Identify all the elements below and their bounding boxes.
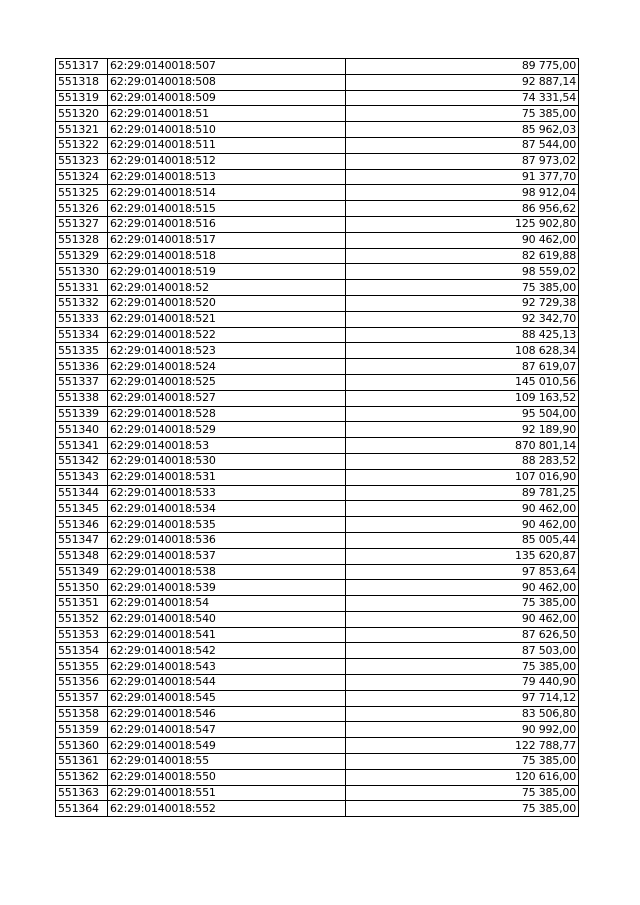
cadastral-number-cell: 62:29:0140018:528 (108, 406, 346, 422)
row-number-cell: 551346 (56, 517, 108, 533)
row-number-cell: 551339 (56, 406, 108, 422)
cadastral-number-cell: 62:29:0140018:539 (108, 580, 346, 596)
cadastral-value-cell: 90 462,00 (346, 501, 579, 517)
cadastral-number-cell: 62:29:0140018:523 (108, 343, 346, 359)
table-row (56, 248, 579, 264)
cadastral-value-cell: 90 462,00 (346, 580, 579, 596)
cadastral-number-cell: 62:29:0140018:551 (108, 785, 346, 801)
row-number-cell: 551321 (56, 122, 108, 138)
cadastral-number-cell: 62:29:0140018:525 (108, 374, 346, 390)
row-number-cell: 551345 (56, 501, 108, 517)
cadastral-value-cell: 75 385,00 (346, 754, 579, 770)
table-row (56, 280, 579, 296)
row-number-cell: 551351 (56, 596, 108, 612)
table-row (56, 59, 579, 75)
cadastral-number-cell: 62:29:0140018:513 (108, 169, 346, 185)
cadastral-value-cell: 75 385,00 (346, 106, 579, 122)
cadastral-number-cell: 62:29:0140018:512 (108, 153, 346, 169)
table-row (56, 722, 579, 738)
table-row (56, 406, 579, 422)
cadastral-value-cell: 90 462,00 (346, 232, 579, 248)
table-row (56, 548, 579, 564)
cadastral-number-cell: 62:29:0140018:510 (108, 122, 346, 138)
cadastral-number-cell: 62:29:0140018:544 (108, 675, 346, 691)
table-row (56, 453, 579, 469)
table-row (56, 90, 579, 106)
table-row (56, 675, 579, 691)
row-number-cell: 551322 (56, 137, 108, 153)
table-row (56, 359, 579, 375)
row-number-cell: 551352 (56, 611, 108, 627)
cadastral-value-cell: 97 853,64 (346, 564, 579, 580)
cadastral-value-cell: 85 962,03 (346, 122, 579, 138)
cadastral-number-cell: 62:29:0140018:507 (108, 59, 346, 75)
row-number-cell: 551354 (56, 643, 108, 659)
table-row (56, 343, 579, 359)
cadastral-number-cell: 62:29:0140018:552 (108, 801, 346, 817)
cadastral-value-cell: 85 005,44 (346, 532, 579, 548)
row-number-cell: 551350 (56, 580, 108, 596)
cadastral-number-cell: 62:29:0140018:524 (108, 359, 346, 375)
table-row (56, 627, 579, 643)
table-row (56, 643, 579, 659)
row-number-cell: 551364 (56, 801, 108, 817)
table-row (56, 469, 579, 485)
table-row (56, 659, 579, 675)
cadastral-value-cell: 97 714,12 (346, 690, 579, 706)
cadastral-number-cell: 62:29:0140018:55 (108, 754, 346, 770)
row-number-cell: 551332 (56, 295, 108, 311)
table-row (56, 374, 579, 390)
cadastral-value-cell: 87 544,00 (346, 137, 579, 153)
row-number-cell: 551318 (56, 74, 108, 90)
cadastral-number-cell: 62:29:0140018:517 (108, 232, 346, 248)
table-row (56, 137, 579, 153)
row-number-cell: 551344 (56, 485, 108, 501)
cadastral-value-cell: 90 462,00 (346, 611, 579, 627)
cadastral-number-cell: 62:29:0140018:546 (108, 706, 346, 722)
cadastral-number-cell: 62:29:0140018:515 (108, 201, 346, 217)
cadastral-value-cell: 86 956,62 (346, 201, 579, 217)
row-number-cell: 551359 (56, 722, 108, 738)
row-number-cell: 551327 (56, 216, 108, 232)
row-number-cell: 551317 (56, 59, 108, 75)
cadastral-number-cell: 62:29:0140018:522 (108, 327, 346, 343)
row-number-cell: 551361 (56, 754, 108, 770)
row-number-cell: 551334 (56, 327, 108, 343)
row-number-cell: 551363 (56, 785, 108, 801)
row-number-cell: 551341 (56, 438, 108, 454)
cadastral-number-cell: 62:29:0140018:541 (108, 627, 346, 643)
cadastral-value-cell: 90 462,00 (346, 517, 579, 533)
row-number-cell: 551325 (56, 185, 108, 201)
table-row (56, 169, 579, 185)
cadastral-number-cell: 62:29:0140018:543 (108, 659, 346, 675)
table-row (56, 564, 579, 580)
cadastral-value-cell: 83 506,80 (346, 706, 579, 722)
cadastral-number-cell: 62:29:0140018:529 (108, 422, 346, 438)
table-row (56, 438, 579, 454)
table-row (56, 327, 579, 343)
cadastral-number-cell: 62:29:0140018:530 (108, 453, 346, 469)
row-number-cell: 551331 (56, 280, 108, 296)
cadastral-value-cell: 75 385,00 (346, 801, 579, 817)
table-row (56, 74, 579, 90)
row-number-cell: 551337 (56, 374, 108, 390)
row-number-cell: 551342 (56, 453, 108, 469)
table-row (56, 485, 579, 501)
table-row (56, 580, 579, 596)
cadastral-number-cell: 62:29:0140018:536 (108, 532, 346, 548)
row-number-cell: 551358 (56, 706, 108, 722)
table-row (56, 611, 579, 627)
cadastral-value-cell: 95 504,00 (346, 406, 579, 422)
row-number-cell: 551360 (56, 738, 108, 754)
cadastral-value-cell: 92 729,38 (346, 295, 579, 311)
table-row (56, 311, 579, 327)
cadastral-number-cell: 62:29:0140018:54 (108, 596, 346, 612)
row-number-cell: 551355 (56, 659, 108, 675)
row-number-cell: 551329 (56, 248, 108, 264)
cadastral-value-cell: 92 189,90 (346, 422, 579, 438)
row-number-cell: 551328 (56, 232, 108, 248)
cadastral-value-cell: 108 628,34 (346, 343, 579, 359)
cadastral-value-cell: 75 385,00 (346, 596, 579, 612)
row-number-cell: 551362 (56, 769, 108, 785)
table-row (56, 785, 579, 801)
cadastral-value-cell: 92 887,14 (346, 74, 579, 90)
cadastral-value-cell: 82 619,88 (346, 248, 579, 264)
cadastral-number-cell: 62:29:0140018:549 (108, 738, 346, 754)
cadastral-value-cell: 88 283,52 (346, 453, 579, 469)
table-row (56, 264, 579, 280)
row-number-cell: 551324 (56, 169, 108, 185)
table-row (56, 390, 579, 406)
table-row (56, 690, 579, 706)
cadastral-number-cell: 62:29:0140018:538 (108, 564, 346, 580)
cadastral-number-cell: 62:29:0140018:52 (108, 280, 346, 296)
cadastral-number-cell: 62:29:0140018:520 (108, 295, 346, 311)
cadastral-number-cell: 62:29:0140018:537 (108, 548, 346, 564)
cadastral-value-cell: 87 626,50 (346, 627, 579, 643)
cadastral-value-cell: 145 010,56 (346, 374, 579, 390)
table-row (56, 232, 579, 248)
cadastral-number-cell: 62:29:0140018:533 (108, 485, 346, 501)
cadastral-value-cell: 74 331,54 (346, 90, 579, 106)
row-number-cell: 551347 (56, 532, 108, 548)
cadastral-value-cell: 89 781,25 (346, 485, 579, 501)
cadastral-number-cell: 62:29:0140018:534 (108, 501, 346, 517)
table-row (56, 596, 579, 612)
cadastral-number-cell: 62:29:0140018:511 (108, 137, 346, 153)
row-number-cell: 551357 (56, 690, 108, 706)
table-row (56, 801, 579, 817)
cadastral-number-cell: 62:29:0140018:545 (108, 690, 346, 706)
cadastral-value-cell: 88 425,13 (346, 327, 579, 343)
cadastral-value-cell: 98 559,02 (346, 264, 579, 280)
cadastral-value-cell: 87 973,02 (346, 153, 579, 169)
table-row (56, 517, 579, 533)
cadastral-value-cell: 91 377,70 (346, 169, 579, 185)
cadastral-number-cell: 62:29:0140018:514 (108, 185, 346, 201)
table-row (56, 295, 579, 311)
cadastral-value-cell: 120 616,00 (346, 769, 579, 785)
cadastral-value-cell: 109 163,52 (346, 390, 579, 406)
table-row (56, 754, 579, 770)
cadastral-value-cell: 89 775,00 (346, 59, 579, 75)
cadastral-number-cell: 62:29:0140018:535 (108, 517, 346, 533)
row-number-cell: 551336 (56, 359, 108, 375)
cadastral-number-cell: 62:29:0140018:509 (108, 90, 346, 106)
cadastral-value-cell: 98 912,04 (346, 185, 579, 201)
table-row (56, 153, 579, 169)
cadastral-value-cell: 125 902,80 (346, 216, 579, 232)
table-row (56, 106, 579, 122)
cadastral-number-cell: 62:29:0140018:518 (108, 248, 346, 264)
cadastral-number-cell: 62:29:0140018:540 (108, 611, 346, 627)
row-number-cell: 551320 (56, 106, 108, 122)
row-number-cell: 551323 (56, 153, 108, 169)
table-row (56, 501, 579, 517)
cadastral-value-cell: 87 503,00 (346, 643, 579, 659)
cadastral-value-cell: 79 440,90 (346, 675, 579, 691)
table-body (56, 59, 579, 817)
cadastral-number-cell: 62:29:0140018:519 (108, 264, 346, 280)
row-number-cell: 551343 (56, 469, 108, 485)
cadastral-number-cell: 62:29:0140018:521 (108, 311, 346, 327)
cadastral-value-cell: 92 342,70 (346, 311, 579, 327)
cadastral-number-cell: 62:29:0140018:550 (108, 769, 346, 785)
cadastral-value-cell: 870 801,14 (346, 438, 579, 454)
cadastral-value-cell: 75 385,00 (346, 659, 579, 675)
cadastral-number-cell: 62:29:0140018:51 (108, 106, 346, 122)
cadastral-number-cell: 62:29:0140018:516 (108, 216, 346, 232)
row-number-cell: 551353 (56, 627, 108, 643)
cadastral-number-cell: 62:29:0140018:547 (108, 722, 346, 738)
cadastral-number-cell: 62:29:0140018:531 (108, 469, 346, 485)
table-row (56, 216, 579, 232)
row-number-cell: 551338 (56, 390, 108, 406)
cadastral-number-cell: 62:29:0140018:542 (108, 643, 346, 659)
table-row (56, 201, 579, 217)
cadastral-value-cell: 87 619,07 (346, 359, 579, 375)
table-row (56, 422, 579, 438)
row-number-cell: 551340 (56, 422, 108, 438)
cadastral-number-cell: 62:29:0140018:508 (108, 74, 346, 90)
cadastral-value-cell: 122 788,77 (346, 738, 579, 754)
cadastral-value-cell: 90 992,00 (346, 722, 579, 738)
row-number-cell: 551319 (56, 90, 108, 106)
row-number-cell: 551335 (56, 343, 108, 359)
row-number-cell: 551330 (56, 264, 108, 280)
table-row (56, 769, 579, 785)
cadastral-number-cell: 62:29:0140018:527 (108, 390, 346, 406)
row-number-cell: 551356 (56, 675, 108, 691)
row-number-cell: 551326 (56, 201, 108, 217)
table-row (56, 706, 579, 722)
row-number-cell: 551349 (56, 564, 108, 580)
row-number-cell: 551348 (56, 548, 108, 564)
cadastral-value-cell: 107 016,90 (346, 469, 579, 485)
cadastral-value-cell: 75 385,00 (346, 280, 579, 296)
cadastral-value-table (55, 58, 579, 817)
table-row (56, 532, 579, 548)
table-row (56, 738, 579, 754)
table-row (56, 185, 579, 201)
row-number-cell: 551333 (56, 311, 108, 327)
cadastral-number-cell: 62:29:0140018:53 (108, 438, 346, 454)
cadastral-value-cell: 75 385,00 (346, 785, 579, 801)
table-row (56, 122, 579, 138)
cadastral-value-cell: 135 620,87 (346, 548, 579, 564)
